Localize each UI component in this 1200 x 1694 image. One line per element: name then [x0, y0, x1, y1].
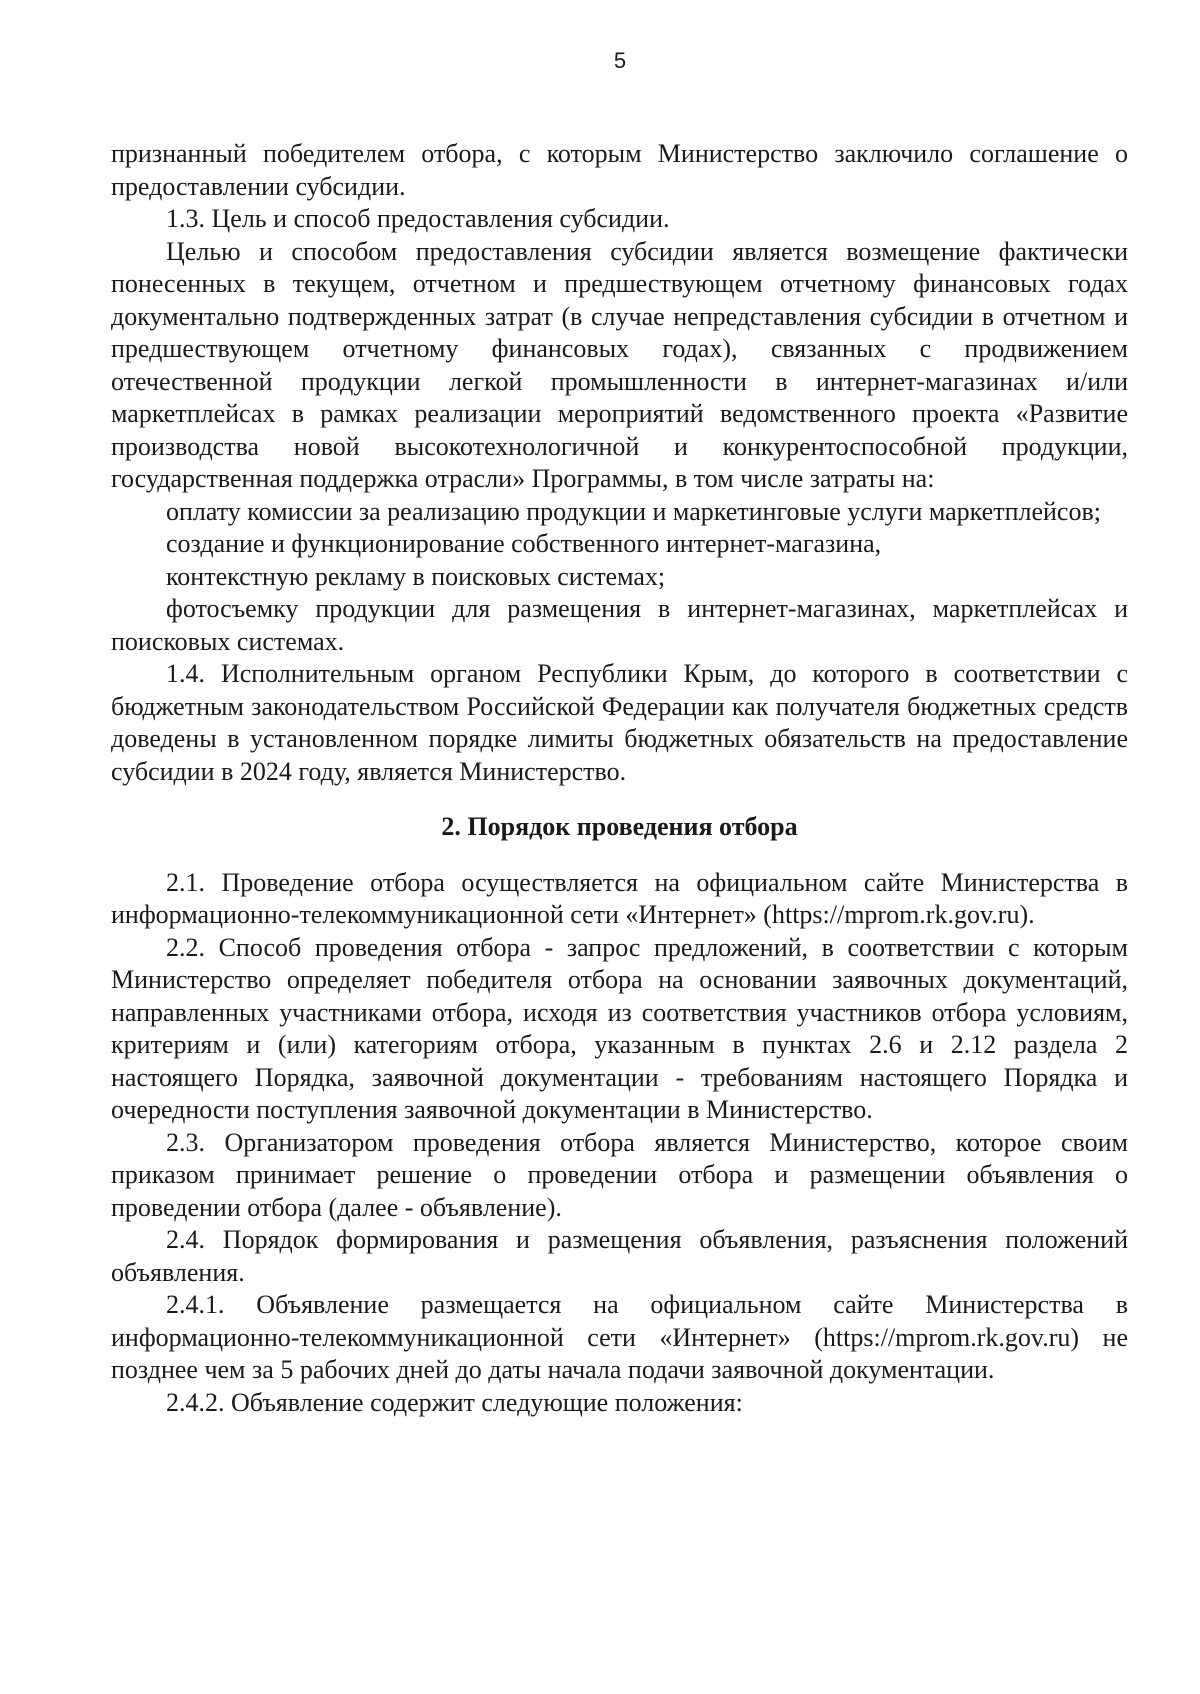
paragraph-2-4: 2.4. Порядок формирования и размещения объявления, разъяснения положений объявления. [111, 1225, 1128, 1287]
paragraph-2-4-1: 2.4.1. Объявление размещается на официальном сайте Министерства в информационно-телекоммуникационной сети «Интернет» (https://mprom.rk.gov.ru) не позднее чем за 5 рабочих дней до даты начала подачи заявочной документации. [111, 1290, 1128, 1384]
paragraph-2-3: 2.3. Организатором проведения отбора является Министерство, которое своим приказом принимает решение о проведении отбора и размещении объявления о проведении отбора (далее - объявление). [111, 1127, 1128, 1222]
page-number: 5 [613, 48, 627, 73]
list-item-online-store: создание и функционирование собственного интернет-магазина, [166, 529, 882, 558]
paragraph-2-1: 2.1. Проведение отбора осуществляется на официальном сайте Министерства в информационно-телекоммуникационной сети «Интернет» (https://mprom.rk.gov.ru). [111, 867, 1128, 929]
paragraph-1-3-body: Целью и способом предоставления субсидии является возмещение фактически понесенных в текущем, отчетном и предшествующем отчетному финансовых годах документально подтвержденных затрат (в случае непредставления субсидии в отчетном и предшествующем отчетному финансовых годах), связанных с продвижением отечественной продукции легкой промышленности в интернет-магазинах и/или маркетплейсах в рамках реализации мероприятий ведомственного проекта «Развитие производства новой высокотехнологичной и конкурентоспособной продукции, государственная поддержка отрасли» Программы, в том числе затраты на: [111, 236, 1128, 493]
paragraph-1-3-title: 1.3. Цель и способ предоставления субсидии. [166, 204, 670, 233]
document-body [111, 138, 1128, 1419]
section-heading: 2. Порядок проведения отбора [441, 812, 798, 841]
paragraph-2-2: 2.2. Способ проведения отбора - запрос предложений, в соответствии с которым Министерство определяет победителя отбора на основании заявочных документаций, направленных участниками отбора, исходя из соответствия участников отбора условиям, критериям и (или) категориям отбора, указанным в пунктах 2.6 и 2.12 раздела 2 настоящего Порядка, заявочной документации - требованиям настоящего Порядка и очередности поступления заявочной документации в Министерство. [111, 932, 1128, 1124]
list-item-context-ads: контекстную рекламу в поисковых системах; [166, 561, 666, 591]
paragraph-continuation: признанный победителем отбора, с которым Министерство заключило соглашение о предоставлении субсидии. [111, 139, 1128, 201]
paragraph-2-4-2: 2.4.2. Объявление содержит следующие положения: [166, 1387, 743, 1417]
list-item-photography: фотосъемку продукции для размещения в интернет-магазинах, маркетплейсах и поисковых системах. [111, 594, 1128, 656]
list-item-commission: оплату комиссии за реализацию продукции и маркетинговые услуги маркетплейсов; [166, 496, 1101, 526]
paragraph-1-4: 1.4. Исполнительным органом Республики Крым, до которого в соответствии с бюджетным законодательством Российской Федерации как получателя бюджетных средств доведены в установленном порядке лимиты бюджетных обязательств на предоставление субсидии в 2024 году, является Министерство. [111, 659, 1128, 786]
